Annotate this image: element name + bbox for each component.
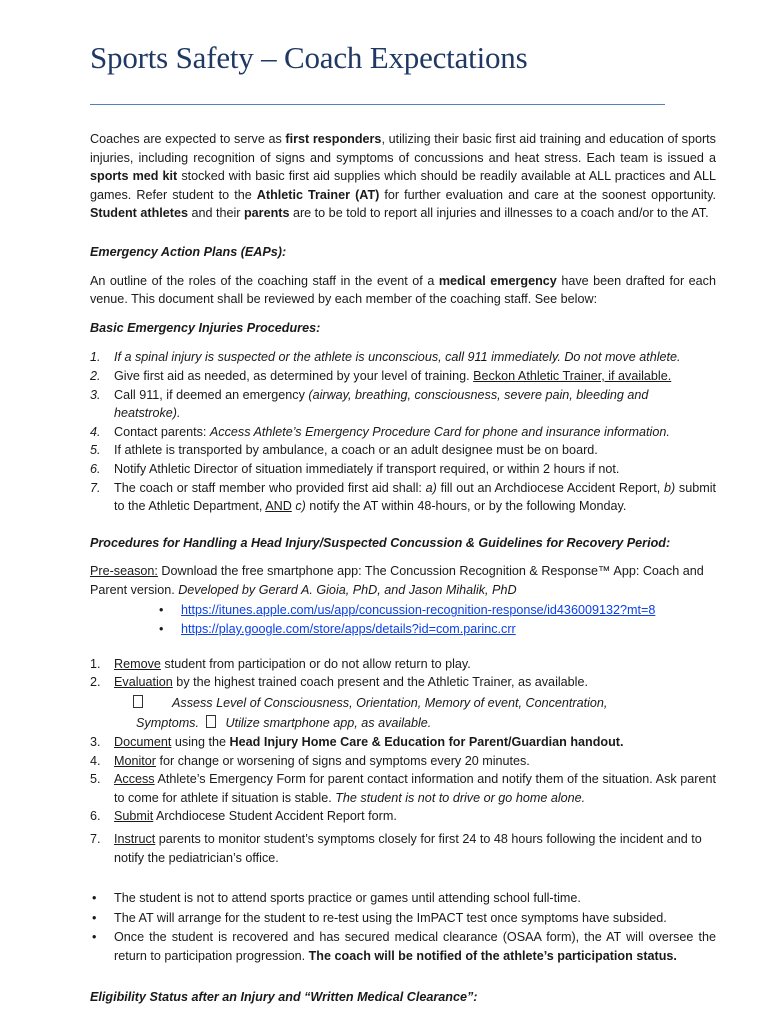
basic-step-3 (90, 386, 716, 423)
evaluation-subitem (90, 694, 716, 713)
eap-text: have been drafted for each venue. This document shall be reviewed by each member of the coaching staff. See below: (90, 273, 716, 307)
step-text: parents to monitor student’s symptoms closely for first 24 to 48 hours following the incident and to notify the pediatrician’s office. (114, 832, 702, 865)
step-italic-text: Access Athlete’s Emergency Procedure Card for phone and insurance information. (209, 424, 670, 439)
note-text: The AT will arrange for the student to re-test using the ImPACT test once symptoms have subsided. (114, 910, 667, 925)
step-text: submit to the Athletic Department, (114, 480, 717, 514)
intro-text: and their (187, 206, 244, 221)
step-italic-text: (airway, breathing, consciousness, severe pain, bleeding and heatstroke). (114, 387, 649, 421)
eap-heading: Emergency Action Plans (EAPs): (90, 244, 287, 259)
step-number: 4. (90, 753, 101, 768)
step-underlined-text: AND (265, 499, 292, 514)
step-text: The coach or staff member who provided first aid shall: (114, 480, 426, 495)
step-text: by the highest trained coach present and the Athletic Trainer, as available. (172, 675, 588, 690)
checkbox-icon (206, 715, 216, 728)
step-italic-text: The student is not to drive or go home alone. (335, 790, 586, 805)
step-number: 3. (90, 387, 101, 402)
bullet-icon: • (92, 930, 97, 945)
recovery-notes-list (90, 889, 716, 965)
concussion-steps-list (90, 655, 716, 868)
step-action: Evaluation (114, 675, 173, 690)
step-text: student from participation or do not allow return to play. (160, 656, 471, 671)
concussion-step-3 (90, 733, 716, 752)
note-bold-text: The coach will be notified of the athlete’s participation status. (308, 948, 677, 963)
step-number: 5. (90, 772, 101, 787)
step-action: Instruct (114, 832, 156, 846)
intro-paragraph (90, 130, 716, 223)
intro-bold-student-athletes: Student athletes (90, 206, 188, 221)
step-text: using the (171, 735, 230, 750)
step-bold-text: Head Injury Home Care & Education for Parent/Guardian handout. (229, 735, 624, 750)
step-text: Athlete’s Emergency Form for parent contact information and notify them of the situation. Ask parent to come for athlete if situation is stable. (114, 772, 716, 805)
step-number: 2. (90, 675, 101, 690)
pre-season-credits: Developed by Gerard A. Gioia, PhD, and Jason Mihalik, PhD (178, 582, 517, 597)
step-text: If athlete is transported by ambulance, a coach or an adult designee must be on board. (114, 443, 598, 458)
intro-text: are to be told to report all injuries and illnesses to a coach and/or to the AT. (289, 206, 709, 221)
intro-text: Coaches are expected to serve as (90, 132, 286, 146)
step-text: Notify Athletic Director of situation immediately if transport required, or within 2 hours if not. (114, 461, 620, 476)
app-link-item (157, 601, 716, 620)
step-action: Monitor (114, 753, 156, 768)
step-number: 3. (90, 735, 101, 750)
page-title: Sports Safety – Coach Expectations (90, 40, 528, 75)
subitem-text: Utilize smartphone app, as available. (225, 716, 432, 731)
pre-season-paragraph (90, 562, 716, 599)
concussion-step-4 (90, 752, 716, 771)
concussion-step-1 (90, 655, 716, 674)
basic-step-7 (90, 479, 716, 516)
step-text: Contact parents: (114, 424, 210, 439)
step-italic-text: a) (425, 480, 437, 495)
basic-step-2 (90, 367, 716, 386)
document-body (90, 130, 716, 1006)
step-number: 6. (90, 809, 101, 824)
recovery-note (90, 909, 716, 928)
step-action: Submit (114, 809, 154, 824)
evaluation-subitem (90, 714, 716, 733)
step-number: 7. (90, 832, 101, 846)
bullet-icon: • (92, 891, 97, 906)
step-underlined-text: Beckon Athletic Trainer, if available. (473, 368, 672, 383)
itunes-app-link[interactable]: https://itunes.apple.com/us/app/concussion-recognition-response/id436009132?mt=8 (181, 603, 656, 618)
intro-text: stocked with basic first aid supplies which should be readily available at ALL practices and ALL games. Refer student to the (90, 169, 716, 202)
note-text: The student is not to attend sports practice or games until attending school full-time. (114, 891, 581, 906)
step-text: for change or worsening of signs and symptoms every 20 minutes. (156, 753, 530, 768)
subitem-text: Symptoms. (136, 716, 199, 731)
step-text: Call 911, if deemed an emergency (114, 387, 309, 402)
concussion-step-2 (90, 673, 716, 692)
step-italic-text: If a spinal injury is suspected or the athlete is unconscious, call 911 immediately. Do not move athlete. (114, 350, 681, 365)
app-links-list (90, 601, 716, 638)
step-number: 7. (90, 480, 101, 495)
bullet-icon: • (159, 622, 164, 637)
intro-text: , utilizing their basic first aid training and education of sports injuries, including recognition of signs and symptoms of concussions and heat stress. Each team is issued a (90, 132, 716, 165)
pre-season-label: Pre-season: (90, 564, 158, 579)
intro-bold-first-responders: first responders (285, 132, 382, 146)
recovery-note (90, 928, 716, 965)
recovery-note (90, 889, 716, 908)
step-text: Archdiocese Student Accident Report form. (153, 809, 397, 824)
step-italic-text: c) (295, 499, 306, 514)
step-text: Give first aid as needed, as determined by your level of training. (114, 368, 474, 383)
basic-step-5 (90, 441, 716, 460)
basic-step-4 (90, 423, 716, 442)
intro-text: for further evaluation and care at the soonest opportunity. (379, 187, 716, 202)
subitem-text: Assess Level of Consciousness, Orientation, Memory of event, Concentration, (172, 695, 608, 710)
basic-procedures-heading: Basic Emergency Injuries Procedures: (90, 320, 321, 335)
step-italic-text: b) (663, 480, 676, 495)
title-divider (90, 104, 665, 105)
intro-bold-parents: parents (243, 206, 290, 221)
concussion-step-5 (90, 770, 716, 807)
concussion-step-6 (90, 807, 716, 826)
concussion-step-7 (90, 830, 716, 867)
step-action: Remove (114, 656, 161, 671)
basic-procedures-list (90, 348, 716, 515)
bullet-icon: • (159, 603, 164, 618)
step-number: 2. (90, 368, 101, 383)
eap-bold-medical-emergency: medical emergency (438, 273, 557, 288)
intro-bold-athletic-trainer: Athletic Trainer (AT) (256, 187, 380, 202)
eap-paragraph (90, 272, 716, 309)
step-text: notify the AT within 48-hours, or by the following Monday. (305, 499, 627, 514)
step-number: 1. (90, 350, 101, 365)
step-number: 1. (90, 656, 101, 671)
app-link-item (157, 620, 716, 639)
intro-bold-med-kit: sports med kit (90, 169, 178, 184)
bullet-icon: • (92, 910, 97, 925)
checkbox-icon (133, 695, 143, 708)
eap-text: An outline of the roles of the coaching staff in the event of a (90, 273, 439, 288)
pre-season-text: Download the free smartphone app: The Concussion Recognition & Response™ App: Coach and Parent version. (90, 564, 704, 597)
basic-step-1 (90, 348, 716, 367)
step-number: 5. (90, 443, 101, 458)
step-action: Document (114, 735, 172, 750)
google-play-app-link[interactable]: https://play.google.com/store/apps/details?id=com.parinc.crr (181, 622, 516, 637)
step-number: 4. (90, 424, 101, 439)
step-number: 6. (90, 461, 101, 476)
step-action: Access (114, 772, 155, 787)
head-injury-heading: Procedures for Handling a Head Injury/Suspected Concussion & Guidelines for Recovery Period: (90, 535, 671, 550)
eligibility-heading: Eligibility Status after an Injury and “Written Medical Clearance”: (90, 989, 478, 1004)
basic-step-6 (90, 460, 716, 479)
note-text: Once the student is recovered and has secured medical clearance (OSAA form), the AT will oversee the return to participation progression. (114, 930, 716, 963)
step-text: fill out an Archdiocese Accident Report, (436, 480, 664, 495)
